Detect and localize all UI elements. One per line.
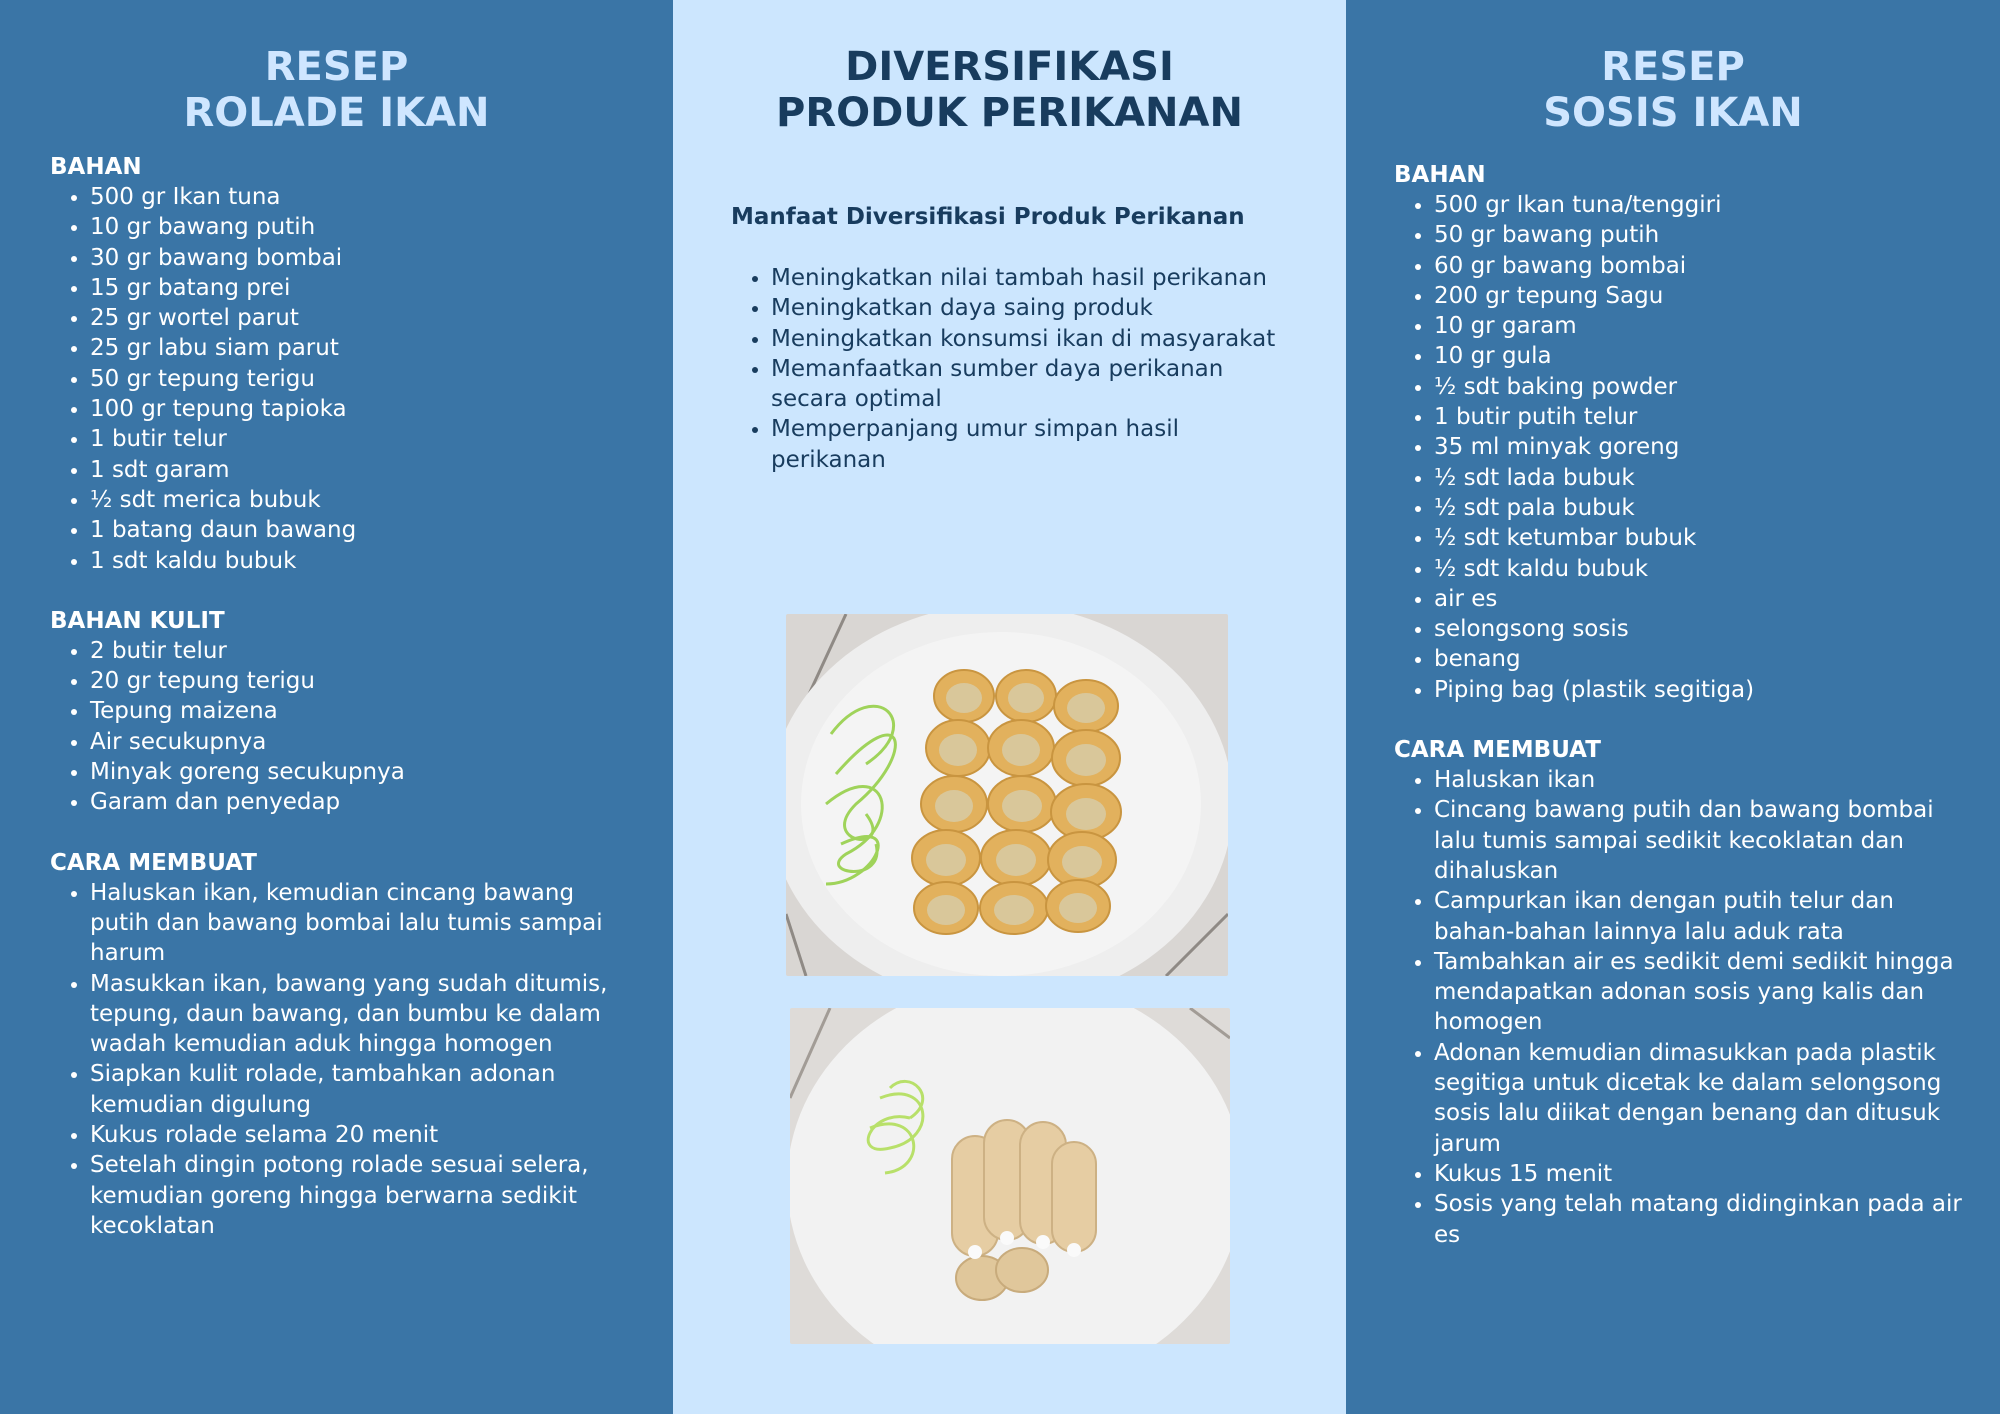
list-item: • 1 butir putih telur [1434,402,1974,432]
rolade-cara-heading: CARA MEMBUAT [50,849,257,876]
right-panel [1346,0,2000,1414]
list-item: • Memperpanjang umur simpan hasil perikanan [771,414,1291,475]
rolade-plate-image [786,614,1228,976]
list-item: • 50 gr tepung terigu [90,364,610,394]
list-item: • 10 gr garam [1434,311,1974,341]
list-item: • Meningkatkan konsumsi ikan di masyarakat [771,324,1291,354]
sosis-photo [790,1008,1230,1344]
list-item: • ½ sdt ketumbar bubuk [1434,523,1974,553]
list-item: • ½ sdt merica bubuk [90,485,610,515]
list-item: • Memanfaatkan sumber daya perikanan secara optimal [771,354,1291,415]
manfaat-list [731,263,1291,475]
list-item: • 25 gr wortel parut [90,303,610,333]
list-item: • 50 gr bawang putih [1434,220,1974,250]
list-item: • Haluskan ikan, kemudian cincang bawang putih dan bawang bombai lalu tumis sampai harum [90,878,610,969]
list-item: • Tepung maizena [90,696,610,726]
list-item: • Sosis yang telah matang didinginkan pada air es [1434,1189,1974,1250]
sosis-bahan-heading: BAHAN [1394,162,1486,188]
list-item: • Masukkan ikan, bawang yang sudah ditumis, tepung, daun bawang, dan bumbu ke dalam wadah kemudian aduk hingga homogen [90,969,610,1060]
list-item: • 500 gr Ikan tuna/tenggiri [1434,190,1974,220]
left-panel [0,0,673,1414]
list-item: • 20 gr tepung terigu [90,666,610,696]
list-item: • 35 ml minyak goreng [1434,432,1974,462]
rolade-bahan-list [50,182,610,576]
list-item: • ½ sdt baking powder [1434,372,1974,402]
list-item: • Tambahkan air es sedikit demi sedikit hingga mendapatkan adonan sosis yang kalis dan homogen [1434,947,1974,1038]
list-item: • 1 butir telur [90,424,610,454]
rolade-cara-list [50,878,610,1242]
list-item: • 1 batang daun bawang [90,515,610,545]
list-item: • Garam dan penyedap [90,787,610,817]
list-item: • 1 sdt kaldu bubuk [90,546,610,576]
sosis-content [1394,160,1974,1280]
list-item: • Siapkan kulit rolade, tambahkan adonan kemudian digulung [90,1059,610,1120]
list-item: • benang [1434,644,1974,674]
middle-panel [673,0,1346,1414]
list-item: • air es [1434,584,1974,614]
list-item: • selongsong sosis [1434,614,1974,644]
rolade-kulit-heading: BAHAN KULIT [50,607,225,634]
list-item: • 15 gr batang prei [90,273,610,303]
list-item: • Piping bag (plastik segitiga) [1434,675,1974,705]
list-item: • Air secukupnya [90,727,610,757]
rolade-kulit-list [50,636,610,818]
list-item: • Kukus 15 menit [1434,1159,1974,1189]
list-item: • Cincang bawang putih dan bawang bombai lalu tumis sampai sedikit kecoklatan dan dihaluskan [1434,795,1974,886]
list-item: • 2 butir telur [90,636,610,666]
rolade-bahan-heading: BAHAN [50,154,142,180]
list-item: • Meningkatkan daya saing produk [771,293,1291,323]
list-item: • 1 sdt garam [90,455,610,485]
sosis-title: RESEP SOSIS IKAN [1543,44,1803,136]
manfaat-content [731,202,1291,475]
list-item: • 500 gr Ikan tuna [90,182,610,212]
list-item: • Meningkatkan nilai tambah hasil perikanan [771,263,1291,293]
rolade-photo [786,614,1228,976]
list-item: • ½ sdt pala bubuk [1434,493,1974,523]
diversifikasi-title: DIVERSIFIKASI PRODUK PERIKANAN [776,44,1243,136]
sosis-cara-list [1394,765,1974,1250]
sosis-bahan-list [1394,190,1974,705]
list-item: • Setelah dingin potong rolade sesuai selera, kemudian goreng hingga berwarna sedikit kecoklatan [90,1150,610,1241]
list-item: • 10 gr gula [1434,341,1974,371]
list-item: • ½ sdt lada bubuk [1434,463,1974,493]
list-item: • ½ sdt kaldu bubuk [1434,554,1974,584]
list-item: • 100 gr tepung tapioka [90,394,610,424]
list-item: • 25 gr labu siam parut [90,333,610,363]
sosis-plate-image [790,1008,1230,1344]
list-item: • Kukus rolade selama 20 menit [90,1120,610,1150]
list-item: • Campurkan ikan dengan putih telur dan bahan-bahan lainnya lalu aduk rata [1434,886,1974,947]
list-item: • 60 gr bawang bombai [1434,251,1974,281]
list-item: • Minyak goreng secukupnya [90,757,610,787]
rolade-content [50,152,610,1271]
list-item: • 10 gr bawang putih [90,212,610,242]
list-item: • 200 gr tepung Sagu [1434,281,1974,311]
manfaat-heading: Manfaat Diversifikasi Produk Perikanan [731,204,1245,230]
rolade-title: RESEP ROLADE IKAN [183,44,490,136]
list-item: • 30 gr bawang bombai [90,243,610,273]
list-item: • Adonan kemudian dimasukkan pada plastik segitiga untuk dicetak ke dalam selongsong sosis lalu diikat dengan benang dan ditusuk jarum [1434,1038,1974,1159]
sosis-cara-heading: CARA MEMBUAT [1394,737,1601,764]
list-item: • Haluskan ikan [1434,765,1974,795]
